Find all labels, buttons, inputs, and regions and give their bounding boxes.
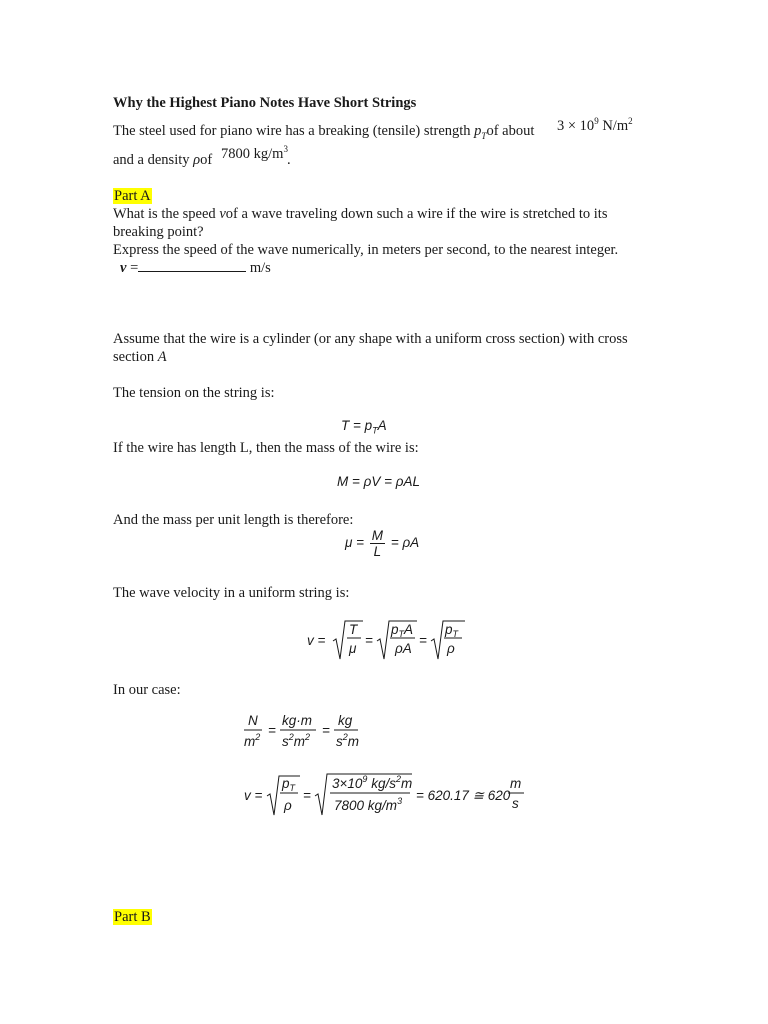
density-symbol: ρ <box>193 152 201 168</box>
intro-text-b: of about <box>486 123 535 139</box>
svg-text:pTA: $p_TA$ <box>391 622 414 639</box>
part-a-question-cont: breaking point? <box>113 224 204 240</box>
svg-text:N: N <box>248 713 258 728</box>
svg-text:kg·m: kg·m <box>282 713 312 728</box>
answer-unit: m/s <box>249 260 271 276</box>
page-title: Why the Highest Piano Notes Have Short Strings <box>113 95 417 111</box>
result-value: 620.17 ≅ 620 <box>427 788 511 803</box>
part-b-label: Part B <box>114 909 151 925</box>
part-a-label: Part A <box>114 188 151 204</box>
tension-equation: $T = p_TA$ <box>341 418 387 436</box>
svg-text:v =: v = <box>307 633 326 648</box>
svg-text:=: = <box>419 633 427 648</box>
svg-text:kg: kg <box>338 713 353 728</box>
svg-text:pT: $p_T$ <box>445 622 459 639</box>
density-value: 7800 $kg/m^3$ <box>221 144 288 162</box>
part-a-question: What is the speed vof a wave traveling down such a wire if the wire is stretched to its <box>113 206 608 222</box>
svg-text:v =: v = <box>244 788 263 803</box>
answer-blank[interactable] <box>138 260 246 272</box>
mass-text: If the wire has length L, then the mass of the wire is: <box>113 440 419 456</box>
intro-text-a: The steel used for piano wire has a breaking (tensile) strength <box>113 123 471 139</box>
answer-line: v = m/s <box>120 260 271 276</box>
svg-text:T: T <box>349 622 358 637</box>
svg-text:s2m2: $s^2m^2$ <box>282 732 311 749</box>
velocity-equation <box>305 615 475 665</box>
svg-text:μ: μ <box>349 641 357 656</box>
svg-text:3×109 kg/s2m: $3\times 10^9$ $kg/s^2m$ <box>332 774 413 791</box>
tension-text: The tension on the string is: <box>113 385 275 401</box>
units-equation <box>240 710 370 752</box>
mpl-text: And the mass per unit length is therefore: <box>113 512 354 528</box>
density-period: . <box>287 152 291 168</box>
strength-symbol: $p_T$ <box>474 123 487 141</box>
svg-text:ρ: ρ <box>447 641 455 656</box>
result-equation <box>240 768 530 820</box>
svg-text:=: = <box>322 723 330 738</box>
strength-value: $3 \times 10^9$ $N/m^2$ <box>557 116 633 134</box>
svg-text:ρ: ρ <box>284 798 292 813</box>
result-unit-m: m <box>510 776 522 791</box>
part-a-instruction: Express the speed of the wave numerically, in meters per second, to the nearest integer. <box>113 242 619 258</box>
svg-text:m2: $m^2$ <box>244 732 261 749</box>
svg-text:ρA: ρA <box>395 641 412 656</box>
svg-text:7800 kg/m3: 7800 $kg/m^3$ <box>334 796 403 813</box>
svg-text:= 620.17 ≅ 620: = 620.17 ≅ 620 <box>416 788 511 803</box>
speed-symbol: v <box>219 206 226 222</box>
answer-symbol: v <box>120 260 127 276</box>
intro-line-1 <box>113 122 534 145</box>
svg-text:=: = <box>268 723 276 738</box>
mpl-equation: μ = $\frac{M}{L}$ = ρA <box>345 528 420 559</box>
result-unit-s: s <box>512 796 519 811</box>
assume-line-2: section A <box>113 349 167 365</box>
svg-text:s2m: $s^2m$ <box>336 732 360 749</box>
mass-equation: M = ρV = ρAL <box>337 474 420 489</box>
svg-text:pT: $p_T$ <box>282 776 296 793</box>
svg-text:=: = <box>303 788 311 803</box>
velocity-text: The wave velocity in a uniform string is: <box>113 585 350 601</box>
assume-line-1: Assume that the wire is a cylinder (or any shape with a uniform cross section) with cross <box>113 331 628 347</box>
case-text: In our case: <box>113 682 181 698</box>
svg-text:=: = <box>365 633 373 648</box>
intro-line-2: and a density ρof <box>113 152 213 168</box>
